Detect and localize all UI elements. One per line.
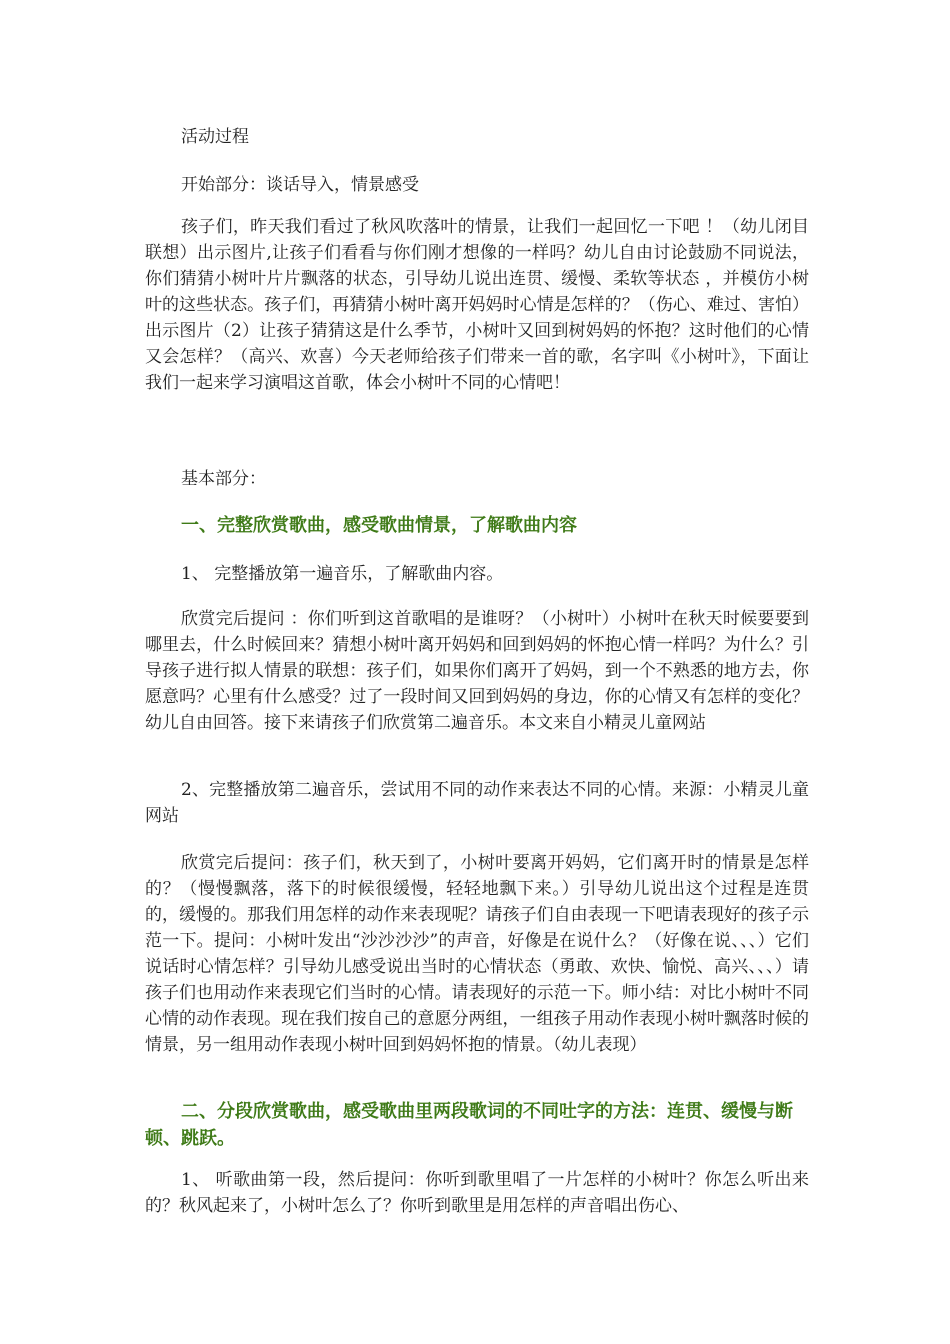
step-two-title: 2、完整播放第二遍音乐，尝试用不同的动作来表达不同的心情。来源：小精灵儿童网站 — [145, 780, 809, 826]
paragraph-second-listening: 欣赏完后提问：孩子们，秋天到了，小树叶要离开妈妈，它们离开时的情景是怎样的？（慢慢飘落，落下的时候很缓慢，轻轻地飘下来。）引导幼儿说出这个过程是连贯的，缓慢的。那我们用怎样的动作来表现呢？请孩子们自由表现一下吧请表现好的孩子示范一下。提问：小树叶发出“沙沙沙沙”的声音，好像是在说什么？（好像在说、、、）它们说话时心情怎样？引导幼儿感受说出当时的心情状态（勇敢、欢快、愉悦、高兴、、、）请孩子们也用动作来表现它们当时的心情。请表现好的示范一下。师小结：对比小树叶不同心情的动作表现。现在我们按自己的意愿分两组，一组孩子用动作表现小树叶飘落时候的情景，另一组用动作表现小树叶回到妈妈怀抱的情景。（幼儿表现） — [145, 853, 809, 1055]
section-label-opening: 开始部分：谈话导入，情景感受 — [181, 175, 419, 195]
paragraph-opening-dialogue: 孩子们，昨天我们看过了秋风吹落叶的情景，让我们一起回忆一下吧 ！（幼儿闭目联想）出示图片,让孩子们看看与你们刚才想像的一样吗？幼儿自由讨论鼓励不同说法，你们猜猜小树叶片片飘落的状态，引导幼儿说出连贯、缓慢、柔软等状态 ，并模仿小树叶的这些状态。孩子们，再猜猜小树叶离开妈妈时心情是怎样的？（伤心、难过、害怕）出示图片（2）让孩子猜猜这是什么季节，小树叶又回到树妈妈的怀抱？这时他们的心情又会怎样？（高兴、欢喜）今天老师给孩子们带来一首的歌，名字叫《小树叶》，下面让我们一起来学习演唱这首歌，体会小树叶不同的心情吧！ — [145, 217, 809, 393]
paragraph-first-listening: 欣赏完后提问 ：你们听到这首歌唱的是谁呀？（小树叶）小树叶在秋天时候要要到哪里去，什么时候回来？猜想小树叶离开妈妈和回到妈妈的怀抱心情一样吗？为什么？引导孩子进行拟人情景的联想：孩子们，如果你们离开了妈妈，到一个不熟悉的地方去，你愿意吗？心里有什么感受？过了一段时间又回到妈妈的身边，你的心情又有怎样的变化？幼儿自由回答。接下来请孩子们欣赏第二遍音乐。本文来自小精灵儿童网站 — [145, 609, 809, 733]
section-label-basic: 基本部分： — [181, 469, 266, 489]
heading-part-one: 一、完整欣赏歌曲，感受歌曲情景，了解歌曲内容 — [181, 515, 577, 536]
paragraph-section-one-listening: 1、 听歌曲第一段，然后提问：你听到歌里唱了一片怎样的小树叶？你怎么听出来的？秋风起来了，小树叶怎么了？你听到歌里是用怎样的声音唱出伤心、 — [145, 1170, 809, 1216]
heading-part-two: 二、分段欣赏歌曲，感受歌曲里两段歌词的不同吐字的方法：连贯、缓慢与断顿、跳跃。 — [145, 1101, 793, 1149]
step-one-title: 1、 完整播放第一遍音乐，了解歌曲内容。 — [181, 564, 504, 584]
section-label-activity-process: 活动过程 — [181, 127, 249, 147]
